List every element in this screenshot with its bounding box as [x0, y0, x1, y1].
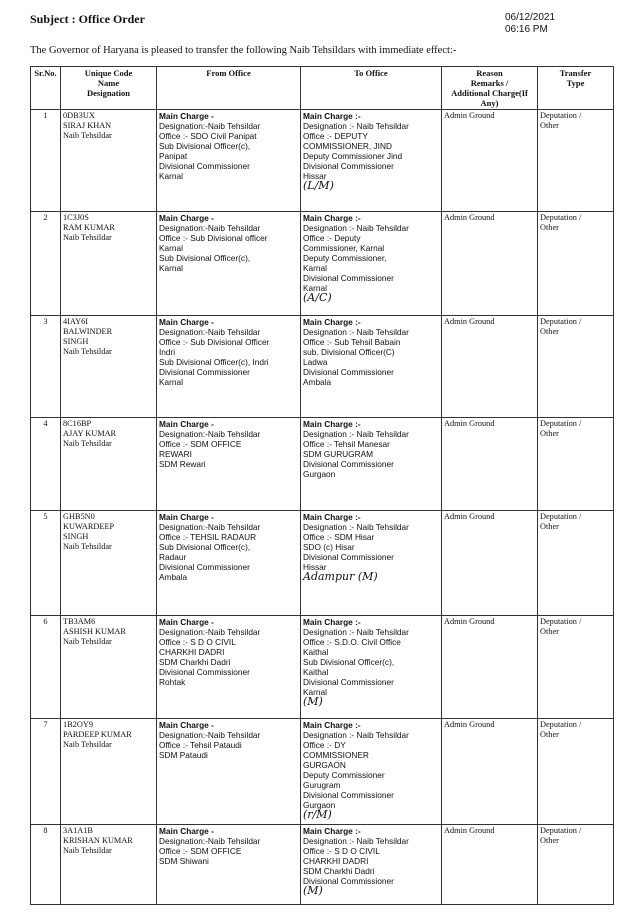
- from-main-charge: Main Charge -: [159, 317, 214, 327]
- to-line: Office :- DEPUTY: [303, 131, 368, 141]
- cell-transfer-type: [538, 212, 614, 316]
- cell-reason: Admin Ground: [442, 316, 538, 418]
- from-line: Office :- SDO Civil Panipat: [159, 131, 257, 141]
- code-line: Naib Tehsildar: [63, 439, 112, 448]
- to-line: Ladwa: [303, 357, 328, 367]
- cell-code: [61, 825, 157, 905]
- code-line: AJAY KUMAR: [63, 429, 117, 438]
- code-line: Naib Tehsildar: [63, 846, 112, 855]
- to-line: Designation :- Naib Tehsildar: [303, 730, 409, 740]
- to-main-charge: Main Charge :-: [303, 213, 361, 223]
- cell-transfer-type: [538, 110, 614, 212]
- from-line: Sub Divisional Officer(c),: [159, 141, 251, 151]
- from-line: Divisional Commissioner: [159, 367, 250, 377]
- table-row: [31, 719, 614, 825]
- from-line: Divisional Commissioner: [159, 562, 250, 572]
- to-line: COMMISSIONER: [303, 750, 369, 760]
- type-line: Other: [540, 327, 559, 336]
- from-main-charge: Main Charge -: [159, 419, 214, 429]
- to-line: Sub Divisional Officer(c),: [303, 657, 395, 667]
- col-to: To Office: [301, 67, 442, 110]
- code-line: SINGH: [63, 532, 89, 541]
- to-line: SDM GURUGRAM: [303, 449, 374, 459]
- to-line: Designation :- Naib Tehsildar: [303, 429, 409, 439]
- to-line: Office :- Deputy: [303, 233, 361, 243]
- code-line: 1C3J0S: [63, 213, 89, 222]
- cell-from-office: [157, 212, 301, 316]
- code-line: GHB5N0: [63, 512, 95, 521]
- from-line: SDM Shiwani: [159, 856, 209, 866]
- code-line: 8C16BP: [63, 419, 92, 428]
- cell-reason: Admin Ground: [442, 418, 538, 511]
- col-type: Transfer Type: [538, 67, 614, 110]
- cell-transfer-type: [538, 616, 614, 719]
- to-main-charge: Main Charge :-: [303, 317, 361, 327]
- from-line: REWARI: [159, 449, 192, 459]
- table-row: [31, 316, 614, 418]
- to-line: Deputy Commissioner Jind: [303, 151, 403, 161]
- from-line: Designation:-Naib Tehsildar: [159, 121, 261, 131]
- code-line: 3A1A1B: [63, 826, 93, 835]
- col-srno: Sr.No.: [31, 67, 61, 110]
- to-line: Karnal: [303, 263, 327, 273]
- handwritten-note: (L/M): [303, 179, 334, 192]
- code-line: 1B2OY9: [63, 720, 93, 729]
- from-main-charge: Main Charge -: [159, 111, 214, 121]
- date-time-stamp: [505, 12, 555, 36]
- to-line: Deputy Commissioner,: [303, 253, 387, 263]
- cell-from-office: [157, 719, 301, 825]
- code-line: PARDEEP KUMAR: [63, 730, 132, 739]
- from-line: Karnal: [159, 263, 183, 273]
- cell-code: [61, 418, 157, 511]
- table-row: [31, 212, 614, 316]
- from-line: Karnal: [159, 243, 183, 253]
- to-line: Kaithal: [303, 647, 329, 657]
- to-line: Gurugram: [303, 780, 341, 790]
- to-line: Divisional Commissioner: [303, 367, 394, 377]
- to-line: Hissar: [303, 171, 327, 181]
- code-line: Naib Tehsildar: [63, 347, 112, 356]
- from-line: Office :- SDM OFFICE: [159, 846, 242, 856]
- type-line: Other: [540, 836, 559, 845]
- code-line: 4IAY6I: [63, 317, 89, 326]
- cell-to-office: [301, 212, 442, 316]
- handwritten-note: (M): [303, 695, 323, 708]
- type-line: Other: [540, 223, 559, 232]
- from-line: Designation:-Naib Tehsildar: [159, 327, 261, 337]
- cell-from-office: [157, 316, 301, 418]
- code-line: TB3AM6: [63, 617, 96, 626]
- from-line: Panipat: [159, 151, 188, 161]
- to-line: GURGAON: [303, 760, 346, 770]
- from-line: Karnal: [159, 377, 183, 387]
- intro-paragraph: The Governor of Haryana is pleased to transfer the following Naib Tehsildars with immediate effect:-: [30, 45, 457, 56]
- to-line: SDM Charkhi Dadri: [303, 866, 375, 876]
- type-line: Other: [540, 522, 559, 531]
- from-line: Sub Divisional Officer(c), Indri: [159, 357, 269, 367]
- from-line: Office :- TEHSIL RADAUR: [159, 532, 257, 542]
- from-line: Sub Divisional Officer(c),: [159, 542, 251, 552]
- to-line: Divisional Commissioner: [303, 876, 394, 886]
- from-line: Ambala: [159, 572, 188, 582]
- from-line: Indri: [159, 347, 176, 357]
- type-line: Deputation /: [540, 826, 582, 835]
- cell-srno: 1: [31, 110, 61, 212]
- to-line: Kaithal: [303, 667, 329, 677]
- table-row: [31, 511, 614, 616]
- subject-heading: Subject : Office Order: [30, 12, 145, 26]
- cell-transfer-type: [538, 511, 614, 616]
- cell-to-office: [301, 719, 442, 825]
- cell-srno: 3: [31, 316, 61, 418]
- to-main-charge: Main Charge :-: [303, 720, 361, 730]
- cell-code: [61, 511, 157, 616]
- type-line: Other: [540, 429, 559, 438]
- handwritten-note: (M): [303, 884, 323, 897]
- from-line: Karnal: [159, 171, 183, 181]
- cell-srno: 5: [31, 511, 61, 616]
- cell-from-office: [157, 110, 301, 212]
- cell-reason: Admin Ground: [442, 825, 538, 905]
- cell-reason: Admin Ground: [442, 616, 538, 719]
- to-line: Designation :- Naib Tehsildar: [303, 836, 409, 846]
- to-main-charge: Main Charge :-: [303, 617, 361, 627]
- from-line: Designation:-Naib Tehsildar: [159, 836, 261, 846]
- col-from: From Office: [157, 67, 301, 110]
- from-line: Radaur: [159, 552, 187, 562]
- col-reason: Reason Remarks / Additional Charge(If Any): [442, 67, 538, 110]
- type-line: Other: [540, 730, 559, 739]
- handwritten-note: (r/M): [303, 808, 332, 821]
- code-line: Naib Tehsildar: [63, 131, 112, 140]
- to-line: Office :- Sub Tehsil Babain: [303, 337, 401, 347]
- to-line: Designation :- Naib Tehsildar: [303, 522, 409, 532]
- table-row: [31, 825, 614, 905]
- handwritten-note: (A/C): [303, 291, 332, 304]
- cell-reason: Admin Ground: [442, 719, 538, 825]
- table-row: [31, 110, 614, 212]
- type-line: Other: [540, 627, 559, 636]
- from-line: Office :- S D O CIVIL: [159, 637, 236, 647]
- cell-code: [61, 719, 157, 825]
- cell-to-office: [301, 418, 442, 511]
- time-text: 06:16 PM: [505, 24, 548, 35]
- from-line: Divisional Commissioner: [159, 161, 250, 171]
- to-line: Karnal: [303, 283, 327, 293]
- from-line: Sub Divisional Officer(c),: [159, 253, 251, 263]
- to-line: Divisional Commissioner: [303, 677, 394, 687]
- cell-srno: 4: [31, 418, 61, 511]
- to-line: Hissar: [303, 562, 327, 572]
- from-line: SDM Rewari: [159, 459, 206, 469]
- cell-reason: Admin Ground: [442, 212, 538, 316]
- cell-transfer-type: [538, 825, 614, 905]
- cell-from-office: [157, 511, 301, 616]
- to-line: Office :- S D O CIVIL: [303, 846, 380, 856]
- code-line: Naib Tehsildar: [63, 740, 112, 749]
- code-line: 0DB3UX: [63, 111, 95, 120]
- from-line: Designation:-Naib Tehsildar: [159, 627, 261, 637]
- from-line: Office :- SDM OFFICE: [159, 439, 242, 449]
- cell-srno: 7: [31, 719, 61, 825]
- from-main-charge: Main Charge -: [159, 512, 214, 522]
- to-line: COMMISSIONER, JIND: [303, 141, 392, 151]
- code-line: KRISHAN KUMAR: [63, 836, 133, 845]
- cell-to-office: [301, 616, 442, 719]
- type-line: Deputation /: [540, 617, 582, 626]
- cell-from-office: [157, 825, 301, 905]
- from-main-charge: Main Charge -: [159, 213, 214, 223]
- cell-to-office: [301, 825, 442, 905]
- cell-transfer-type: [538, 316, 614, 418]
- type-line: Deputation /: [540, 720, 582, 729]
- cell-code: [61, 316, 157, 418]
- code-line: BALWINDER: [63, 327, 113, 336]
- from-line: Office :- Sub Divisional officer: [159, 233, 268, 243]
- cell-to-office: [301, 316, 442, 418]
- to-line: Divisional Commissioner: [303, 790, 394, 800]
- from-main-charge: Main Charge -: [159, 617, 214, 627]
- to-line: Designation :- Naib Tehsildar: [303, 327, 409, 337]
- type-line: Deputation /: [540, 419, 582, 428]
- cell-transfer-type: [538, 418, 614, 511]
- from-main-charge: Main Charge -: [159, 720, 214, 730]
- from-line: Designation:-Naib Tehsildar: [159, 730, 261, 740]
- type-line: Deputation /: [540, 512, 582, 521]
- from-main-charge: Main Charge -: [159, 826, 214, 836]
- cell-reason: Admin Ground: [442, 511, 538, 616]
- type-line: Deputation /: [540, 213, 582, 222]
- code-line: RAM KUMAR: [63, 223, 115, 232]
- code-line: KUWARDEEP: [63, 522, 115, 531]
- table-header-row: [31, 67, 614, 110]
- code-line: SIRAJ KHAN: [63, 121, 112, 130]
- cell-code: [61, 110, 157, 212]
- code-line: SINGH: [63, 337, 89, 346]
- code-line: Naib Tehsildar: [63, 637, 112, 646]
- cell-code: [61, 616, 157, 719]
- type-line: Other: [540, 121, 559, 130]
- cell-from-office: [157, 418, 301, 511]
- cell-reason: Admin Ground: [442, 110, 538, 212]
- to-line: Karnal: [303, 687, 327, 697]
- table-row: [31, 616, 614, 719]
- cell-from-office: [157, 616, 301, 719]
- col-code: Unique Code Name Designation: [61, 67, 157, 110]
- from-line: SDM Charkhi Dadri: [159, 657, 231, 667]
- handwritten-note: Adampur (M): [303, 570, 378, 583]
- to-line: Designation :- Naib Tehsildar: [303, 627, 409, 637]
- to-line: Divisional Commissioner: [303, 273, 394, 283]
- to-line: Commissioner, Karnal: [303, 243, 385, 253]
- from-line: SDM Pataudi: [159, 750, 208, 760]
- table-row: [31, 418, 614, 511]
- to-line: Ambala: [303, 377, 332, 387]
- to-line: Gurgaon: [303, 469, 336, 479]
- cell-srno: 8: [31, 825, 61, 905]
- to-line: Office :- DY: [303, 740, 346, 750]
- type-line: Deputation /: [540, 111, 582, 120]
- cell-srno: 6: [31, 616, 61, 719]
- cell-code: [61, 212, 157, 316]
- from-line: Divisional Commissioner: [159, 667, 250, 677]
- to-main-charge: Main Charge :-: [303, 826, 361, 836]
- code-line: Naib Tehsildar: [63, 233, 112, 242]
- from-line: Rohtak: [159, 677, 186, 687]
- from-line: Office :- Tehsil Pataudi: [159, 740, 242, 750]
- from-line: CHARKHI DADRI: [159, 647, 225, 657]
- from-line: Designation:-Naib Tehsildar: [159, 522, 261, 532]
- to-line: sub. Divisional Officer(C): [303, 347, 395, 357]
- to-line: Gurgaon: [303, 800, 336, 810]
- to-line: Divisional Commissioner: [303, 552, 394, 562]
- to-line: Divisional Commissioner: [303, 459, 394, 469]
- to-line: CHARKHI DADRI: [303, 856, 369, 866]
- from-line: Office :- Sub Divisional Officer: [159, 337, 270, 347]
- cell-transfer-type: [538, 719, 614, 825]
- cell-srno: 2: [31, 212, 61, 316]
- code-line: ASHISH KUMAR: [63, 627, 126, 636]
- type-line: Deputation /: [540, 317, 582, 326]
- to-main-charge: Main Charge :-: [303, 419, 361, 429]
- to-main-charge: Main Charge :-: [303, 111, 361, 121]
- to-line: Deputy Commissioner: [303, 770, 385, 780]
- date-text: 06/12/2021: [505, 12, 556, 23]
- cell-to-office: [301, 110, 442, 212]
- to-line: SDO (c) Hisar: [303, 542, 355, 552]
- from-line: Designation:-Naib Tehsildar: [159, 223, 261, 233]
- to-main-charge: Main Charge :-: [303, 512, 361, 522]
- transfer-table: [30, 66, 614, 905]
- cell-to-office: [301, 511, 442, 616]
- code-line: Naib Tehsildar: [63, 542, 112, 551]
- to-line: Designation :- Naib Tehsildar: [303, 121, 409, 131]
- to-line: Divisional Commissioner: [303, 161, 394, 171]
- to-line: Office :- SDM Hisar: [303, 532, 375, 542]
- to-line: Office :- S.D.O. Civil Office: [303, 637, 401, 647]
- to-line: Office :- Tehsil Manesar: [303, 439, 390, 449]
- to-line: Designation :- Naib Tehsildar: [303, 223, 409, 233]
- from-line: Designation:-Naib Tehsildar: [159, 429, 261, 439]
